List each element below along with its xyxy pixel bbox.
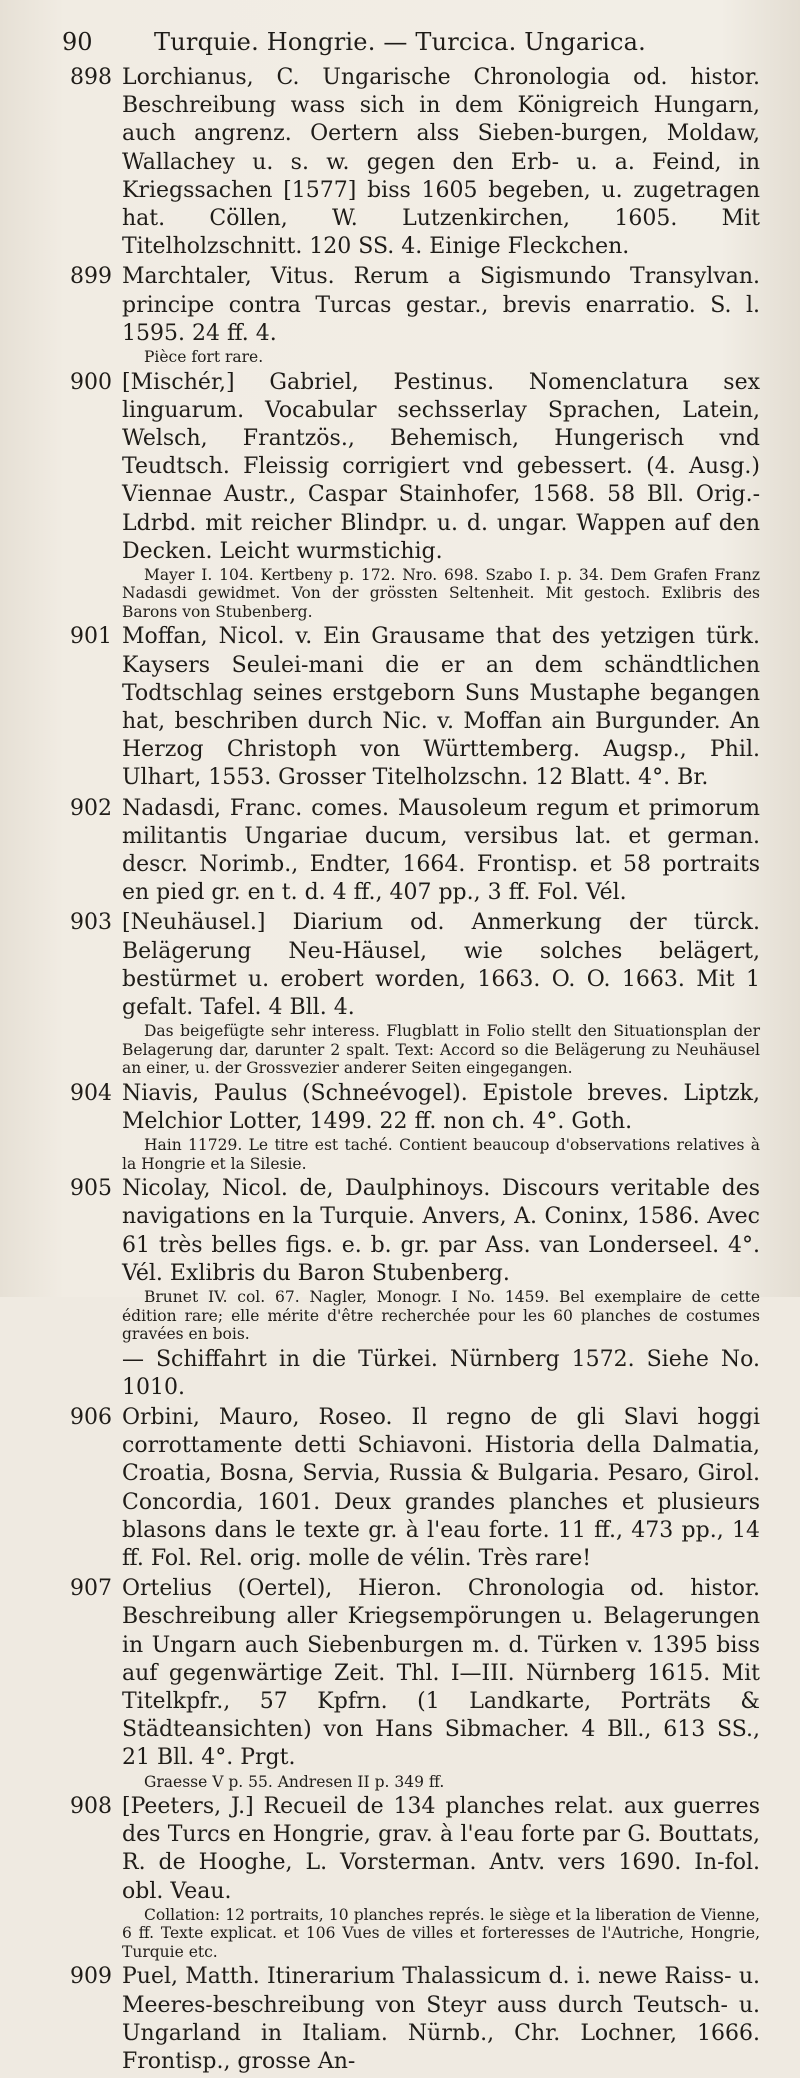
entry-number: 898 [70, 65, 112, 90]
catalog-entry [0, 1404, 800, 1573]
entry-note: Hain 11729. Le titre est taché. Contient beaucoup d'observations relatives à la Hongrie et la Silesie. [122, 1136, 760, 1173]
catalog-entry [0, 263, 800, 366]
catalog-entries [0, 64, 800, 2078]
entry-number: 902 [70, 795, 112, 821]
catalog-entry [0, 1080, 800, 1173]
catalog-entry [0, 1793, 800, 1961]
catalog-entry [0, 795, 800, 908]
entry-number: 903 [70, 910, 112, 936]
catalog-entry [0, 1346, 800, 1402]
entry-number: 905 [70, 1176, 112, 1202]
page-number: 90 [62, 28, 93, 56]
catalog-entry [0, 909, 800, 1077]
entry-description: Marchtaler, Vitus. Rerum a Sigismundo Transylvan. principe contra Turcas gestar., brevis enarratio. S. l. 1595. 24 ff. 4. [122, 264, 760, 346]
catalog-entry [0, 1175, 800, 1343]
entry-note: Graesse V p. 55. Andresen II p. 349 ff. [144, 1772, 445, 1791]
entry-description: Moffan, Nicol. v. Ein Grausame that des yetzigen türk. Kaysers Seulei-mani die er an dem schändtlichen Todtschlag seines erstgeborn Suns Mustaphe begangen hat, beschriben durch Nic. v. Moffan ain Burgunder. An Herzog Christoph von Württemberg. Augsp., Phil. Ulhart, 1553. Grosser Titelholzschn. 12 Blatt. 4°. Br. [122, 624, 760, 791]
catalog-entry [0, 1963, 800, 2076]
entry-description: Orbini, Mauro, Roseo. Il regno de gli Slavi hoggi corrottamente detti Schiavoni. Historia della Dalmatia, Croatia, Bosna, Servia, Russia & Bulgaria. Pesaro, Girol. Concordia, 1601. Deux grandes planches et plusieurs blasons dans le texte gr. à l'eau forte. 11 ff., 473 pp., 14 ff. Fol. Rel. orig. molle de vélin. Très rare! [122, 1404, 760, 1571]
entry-number: 908 [70, 1794, 112, 1820]
entry-number: 899 [70, 264, 112, 290]
entry-description: Nicolay, Nicol. de, Daulphinoys. Discours veritable des navigations en la Turquie. Anvers, A. Coninx, 1586. Avec 61 très belles figs. e. b. gr. par Ass. van Londerseel. 4°. Vél. Exlibris du Baron Stubenberg. [122, 1176, 760, 1286]
entry-description: [Mischér,] Gabriel, Pestinus. Nomenclatura sex linguarum. Vocabular sechsserlay Sprachen, Latein, Welsch, Frantzös., Behemisch, Hungerisch vnd Teudtsch. Fleissig corrigiert vnd gebessert. (4. Ausg.) Viennae Austr., Caspar Stainhofer, 1568. 58 Bll. Orig.-Ldrbd. mit reicher Blindpr. u. d. ungar. Wappen auf den Decken. Leicht wurmstichig. [122, 369, 760, 564]
entry-description: [Peeters, J.] Recueil de 134 planches relat. aux guerres des Turcs en Hongrie, grav. à l'eau forte par G. Bouttats, R. de Hooghe, L. Vorsterman. Antv. vers 1690. In-fol. obl. Veau. [122, 1794, 760, 1904]
entry-number: 909 [70, 1964, 112, 1990]
entry-number: 904 [70, 1080, 112, 1106]
entry-description: — Schiffahrt in die Türkei. Nürnberg 1572. Siehe No. 1010. [122, 1346, 760, 1400]
entry-note: Das beigefügte sehr interess. Flugblatt in Folio stellt den Situationsplan der Belagerung dar, darunter 2 spalt. Text: Accord so die Belägerung zu Neuhäusel an einer, u. der Grossvezier anderer Seiten eingegangen. [122, 1022, 760, 1078]
entry-description: Puel, Matth. Itinerarium Thalassicum d. i. newe Raiss- u. Meeres-beschreibung von Steyr auss durch Teutsch- u. Ungarland in Italiam. Nürnb., Chr. Lochner, 1666. Frontisp., grosse An- [122, 1964, 760, 2074]
entry-note: Brunet IV. col. 67. Nagler, Monogr. I No. 1459. Bel exemplaire de cette édition rare; elle mérite d'être recherchée pour les 60 planches de costumes gravées en bois. [122, 1288, 760, 1344]
catalog-entry [0, 623, 800, 792]
entry-description: Lorchianus, C. Ungarische Chronologia od. histor. Beschreibung wass sich in dem Königreich Hungarn, auch angrenz. Oertern alss Sieben-burgen, Moldaw, Wallachey u. s. w. gegen den Erb- u. a. Feind, in Kriegssachen [1577] biss 1605 begeben, u. zugetragen hat. Cöllen, W. Lutzenkirchen, 1605. Mit Titelholzschnitt. 120 SS. 4. Einige Fleckchen. [122, 65, 760, 260]
entry-description: Nadasdi, Franc. comes. Mausoleum regum et primorum militantis Ungariae ducum, versibus lat. et german. descr. Norimb., Endter, 1664. Frontisp. et 58 portraits en pied gr. en t. d. 4 ff., 407 pp., 3 ff. Fol. Vél. [122, 795, 760, 906]
entry-description: Ortelius (Oertel), Hieron. Chronologia od. histor. Beschreibung aller Kriegsempörungen u. Belagerungen in Ungarn auch Siebenburgen m. d. Türken v. 1395 biss auf gegenwärtige Zeit. Thl. I—III. Nürnberg 1615. Mit Titelkpfr., 57 Kpfrn. (1 Landkarte, Porträts & Städteansichten) von Hans Sibmacher. 4 Bll., 613 SS., 21 Bll. 4°. Prgt. [122, 1576, 760, 1771]
entry-note: Collation: 12 portraits, 10 planches représ. le siège et la liberation de Vienne, 6 ff. Texte explicat. et 106 Vues de villes et forteresses de l'Autriche, Hongrie, Turquie etc. [122, 1905, 760, 1961]
entry-number: 907 [70, 1576, 112, 1602]
entry-description: [Neuhäusel.] Diarium od. Anmerkung der türck. Belägerung Neu-Häusel, wie solches belägert, bestürmet u. erobert worden, 1663. O. O. 1663. Mit 1 gefalt. Tafel. 4 Bll. 4. [122, 910, 760, 1021]
running-title: Turquie. Hongrie. — Turcica. Ungarica. [154, 28, 646, 56]
entry-description: Niavis, Paulus (Schneévogel). Epistole breves. Liptzk, Melchior Lotter, 1499. 22 ff. non ch. 4°. Goth. [122, 1080, 760, 1134]
entry-number: 906 [70, 1404, 112, 1430]
entry-number: 900 [70, 369, 112, 395]
page-header [0, 28, 800, 58]
entry-note: Mayer I. 104. Kertbeny p. 172. Nro. 698. Szabo I. p. 34. Dem Grafen Franz Nadasdi gewidmet. Von der grössten Seltenheit. Mit gestoch. Exlibris des Barons von Stubenberg. [122, 565, 760, 621]
entry-number: 901 [70, 624, 112, 650]
catalog-entry [0, 369, 800, 622]
catalog-entry [0, 64, 800, 261]
entry-note: Pièce fort rare. [144, 348, 264, 367]
catalog-entry [0, 1575, 800, 1791]
